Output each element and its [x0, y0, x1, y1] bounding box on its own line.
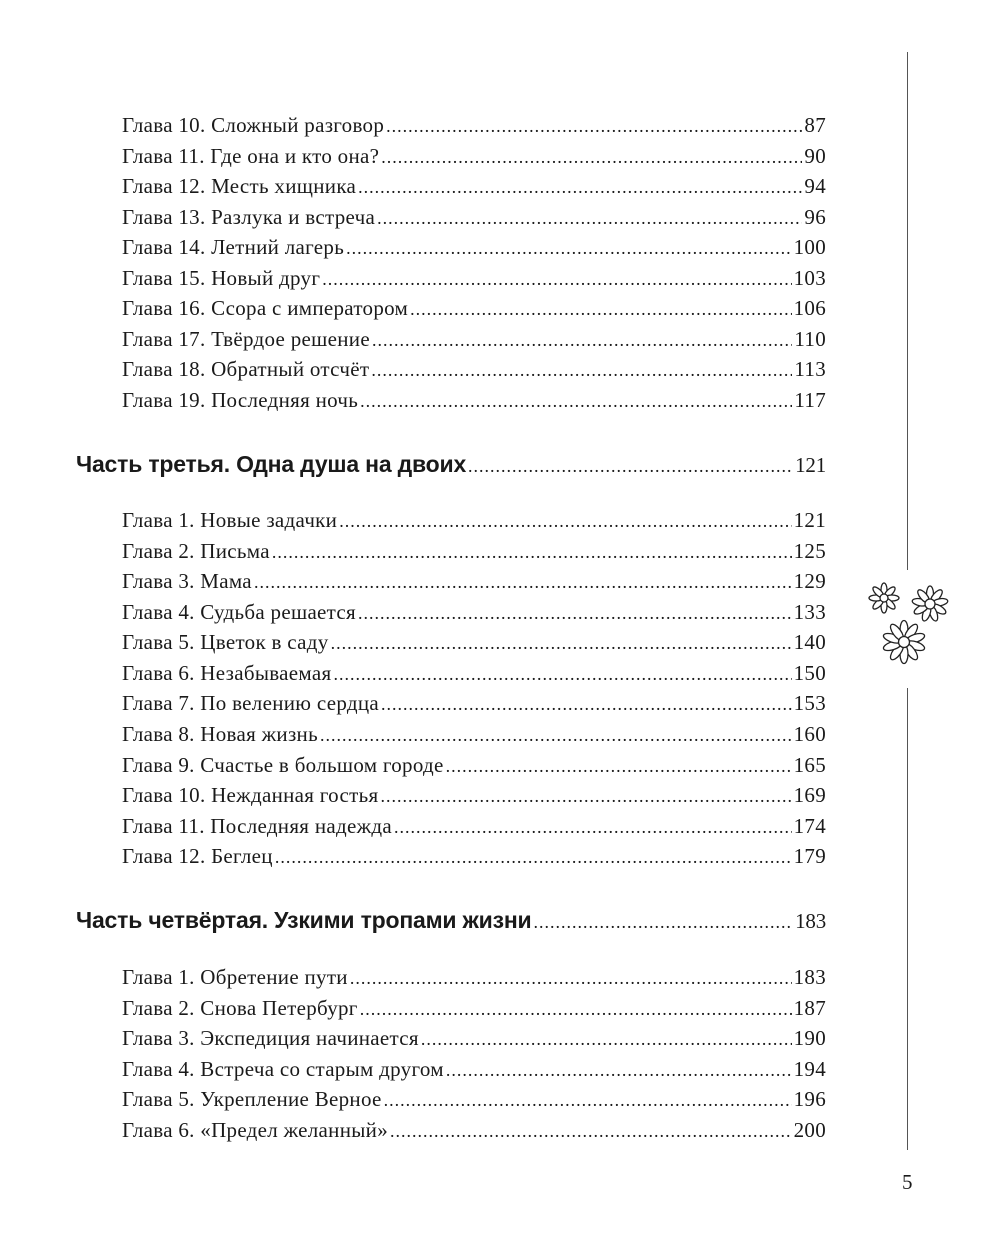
toc-entry-page: 179 [793, 844, 826, 868]
toc-entry-page: 183 [795, 909, 826, 933]
dot-leader [358, 177, 802, 198]
dot-leader [360, 391, 792, 412]
toc-entry-page: 106 [793, 296, 826, 320]
toc-entry-title: Глава 6. Незабываемая [122, 661, 332, 685]
dot-leader [333, 664, 791, 685]
dot-leader [254, 572, 792, 593]
toc-entry-title: Глава 12. Месть хищника [122, 174, 357, 198]
page-number: 5 [902, 1170, 913, 1194]
toc-entry-title: Глава 10. Сложный разговор [122, 113, 385, 137]
dot-leader [421, 1029, 792, 1050]
dot-leader [272, 542, 792, 563]
dot-leader [339, 511, 791, 532]
toc-entry-title: Глава 8. Новая жизнь [122, 722, 318, 746]
toc-chapter-entry [122, 722, 826, 747]
dot-leader [322, 269, 791, 290]
toc-chapter-entry [122, 235, 826, 260]
dot-leader [377, 208, 802, 229]
toc-entry-title: Глава 13. Разлука и встреча [122, 205, 376, 229]
toc-entry-title: Глава 16. Ссора с императором [122, 296, 409, 320]
dot-leader [446, 1060, 792, 1081]
dot-leader [275, 847, 792, 868]
toc-entry-title: Часть третья. Одна душа на двоих [76, 451, 467, 477]
toc-chapter-entry [122, 691, 826, 716]
toc-entry-page: 190 [793, 1026, 826, 1050]
dot-leader [360, 999, 792, 1020]
daisy-flowers-icon [864, 576, 956, 668]
toc-entry-title: Глава 1. Обретение пути [122, 965, 348, 989]
dot-leader [468, 456, 793, 477]
toc-chapter-entry [122, 1118, 826, 1143]
toc-entry-page: 194 [793, 1057, 826, 1081]
toc-chapter-entry [122, 814, 826, 839]
toc-part-heading [76, 451, 826, 478]
toc-part-heading [76, 907, 826, 934]
toc-chapter-entry [122, 144, 826, 169]
toc-entry-page: 87 [804, 113, 826, 137]
dot-leader [358, 603, 792, 624]
toc-chapter-entry [122, 965, 826, 990]
toc-entry-page: 196 [793, 1087, 826, 1111]
toc-entry-page: 200 [793, 1118, 826, 1142]
dot-leader [331, 633, 792, 654]
toc-entry-page: 113 [794, 357, 826, 381]
toc-chapter-entry [122, 327, 826, 352]
dot-leader [346, 238, 792, 259]
toc-entry-page: 153 [793, 691, 826, 715]
toc-chapter-entry [122, 266, 826, 291]
toc-chapter-entry [122, 205, 826, 230]
toc-entry-page: 160 [793, 722, 826, 746]
toc-entry-page: 121 [793, 508, 826, 532]
toc-entry-page: 90 [804, 144, 826, 168]
dot-leader [350, 968, 792, 989]
toc-entry-page: 174 [793, 814, 826, 838]
toc-entry-page: 110 [794, 327, 826, 351]
toc-entry-page: 133 [793, 600, 826, 624]
toc-chapter-entry [122, 539, 826, 564]
toc-entry-title: Глава 6. «Предел желанный» [122, 1118, 388, 1142]
toc-entry-title: Глава 9. Счастье в большом городе [122, 753, 444, 777]
toc-chapter-entry [122, 113, 826, 138]
dot-leader [371, 360, 792, 381]
dot-leader [372, 330, 792, 351]
toc-entry-title: Глава 5. Цветок в саду [122, 630, 329, 654]
toc-entry-page: 100 [793, 235, 826, 259]
toc-entry-title: Глава 19. Последняя ночь [122, 388, 359, 412]
toc-entry-page: 94 [804, 174, 826, 198]
toc-entry-title: Глава 17. Твёрдое решение [122, 327, 370, 351]
toc-entry-title: Глава 11. Последняя надежда [122, 814, 392, 838]
toc-chapter-entry [122, 174, 826, 199]
dot-leader [446, 756, 792, 777]
toc-entry-page: 187 [793, 996, 826, 1020]
dot-leader [386, 116, 802, 137]
toc-entry-page: 169 [793, 783, 826, 807]
toc-entry-title: Глава 15. Новый друг [122, 266, 321, 290]
toc-entry-title: Глава 2. Снова Петербург [122, 996, 358, 1020]
toc-entry-page: 140 [793, 630, 826, 654]
dot-leader [320, 725, 792, 746]
toc-chapter-entry [122, 1087, 826, 1112]
toc-entry-title: Глава 7. По велению сердца [122, 691, 379, 715]
toc-entry-page: 165 [793, 753, 826, 777]
toc-chapter-entry [122, 783, 826, 808]
toc-entry-title: Глава 18. Обратный отсчёт [122, 357, 370, 381]
toc-entry-title: Глава 4. Судьба решается [122, 600, 356, 624]
margin-rule-top [907, 52, 908, 570]
dot-leader [381, 694, 792, 715]
toc-entry-page: 125 [793, 539, 826, 563]
toc-entry-page: 103 [793, 266, 826, 290]
toc-entry-page: 129 [793, 569, 826, 593]
toc-chapter-entry [122, 844, 826, 869]
toc-entry-title: Глава 4. Встреча со старым другом [122, 1057, 444, 1081]
toc-entry-title: Глава 5. Укрепление Верное [122, 1087, 382, 1111]
toc-chapter-entry [122, 996, 826, 1021]
toc-entry-page: 117 [794, 388, 826, 412]
toc-entry-title: Часть четвёртая. Узкими тропами жизни [76, 907, 532, 933]
toc-entry-title: Глава 12. Беглец [122, 844, 273, 868]
toc-entry-title: Глава 2. Письма [122, 539, 270, 563]
toc-chapter-entry [122, 600, 826, 625]
toc-entry-page: 150 [793, 661, 826, 685]
toc-chapter-entry [122, 357, 826, 382]
toc-entry-page: 121 [795, 453, 826, 477]
toc-entry-title: Глава 14. Летний лагерь [122, 235, 345, 259]
toc-chapter-entry [122, 661, 826, 686]
toc-chapter-entry [122, 1026, 826, 1051]
toc-entry-page: 183 [793, 965, 826, 989]
dot-leader [390, 1121, 792, 1142]
toc-chapter-entry [122, 388, 826, 413]
toc-chapter-entry [122, 296, 826, 321]
dot-leader [384, 1090, 792, 1111]
toc-chapter-entry [122, 753, 826, 778]
toc-entry-title: Глава 1. Новые задачки [122, 508, 338, 532]
toc-chapter-entry [122, 1057, 826, 1082]
margin-rule-bottom [907, 688, 908, 1150]
toc-chapter-entry [122, 630, 826, 655]
dot-leader [410, 299, 791, 320]
toc-entry-title: Глава 11. Где она и кто она? [122, 144, 380, 168]
toc-chapter-entry [122, 569, 826, 594]
toc-entry-page: 96 [804, 205, 826, 229]
toc-entry-title: Глава 10. Нежданная гостья [122, 783, 379, 807]
dot-leader [394, 817, 792, 838]
toc-entry-title: Глава 3. Экспедиция начинается [122, 1026, 419, 1050]
dot-leader [381, 147, 802, 168]
toc-entry-title: Глава 3. Мама [122, 569, 252, 593]
dot-leader [533, 912, 793, 933]
dot-leader [380, 786, 791, 807]
toc-chapter-entry [122, 508, 826, 533]
